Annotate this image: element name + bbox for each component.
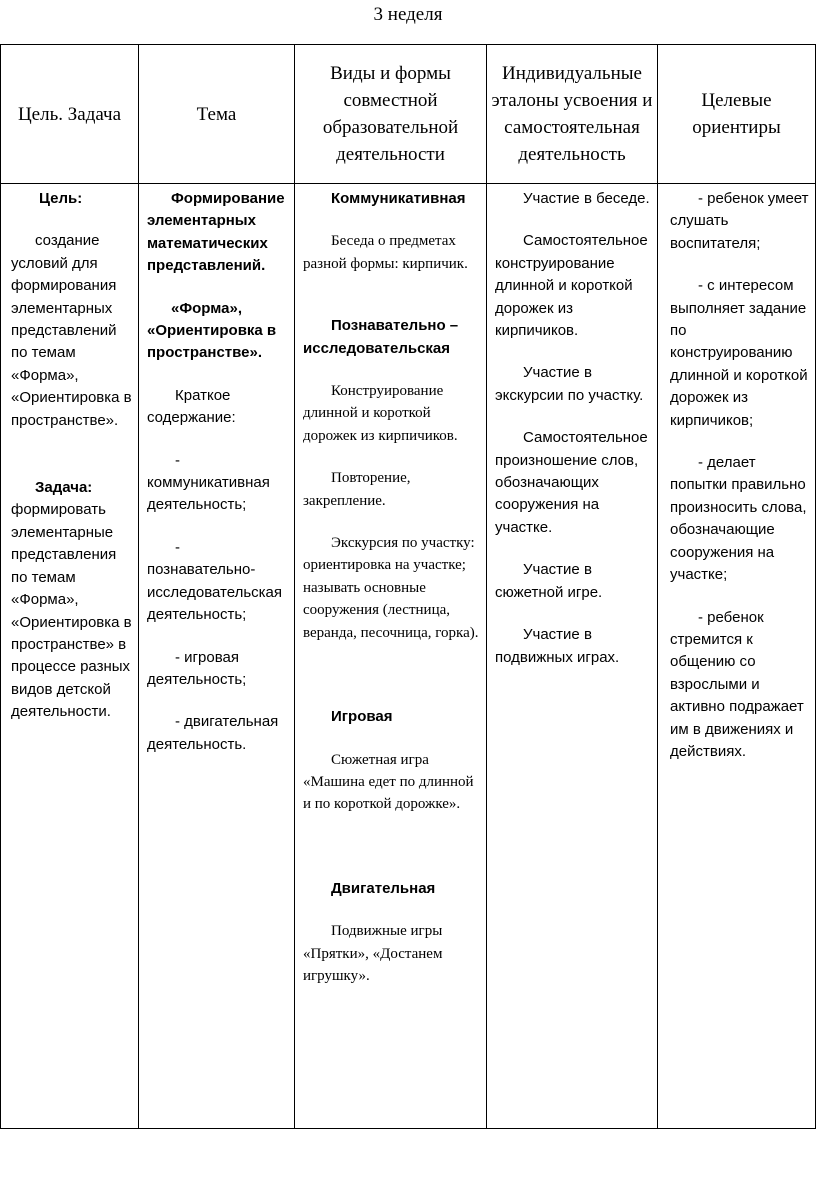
- goal-label: Цель:: [39, 190, 83, 207]
- game-heading: Игровая: [331, 708, 393, 726]
- target-item: - делает попытки правильно произносить слова, обозначающие сооружения на участке;: [670, 454, 807, 584]
- individual-item: Самостоятельное конструирование длинной и короткой дорожек из кирпичиков.: [495, 232, 648, 340]
- header-row: [1, 45, 816, 184]
- individual-item: Участие в экскурсии по участку.: [495, 364, 644, 404]
- task-text: формировать элементарные представления по темам «Форма», «Ориентировка в пространстве» в процессе разных видов детской деятельности.: [11, 501, 132, 721]
- task-label: Задача:: [35, 479, 93, 497]
- motor-text: Подвижные игры «Прятки», «Достанем игрушку».: [303, 923, 443, 984]
- page-title: 3 неделя: [373, 4, 443, 25]
- header-individual: Индивидуальные эталоны усвоения и самостоятельная деятельность: [487, 45, 658, 184]
- individual-item: Участие в подвижных играх.: [495, 626, 620, 666]
- header-goal: Цель. Задача: [1, 45, 139, 184]
- target-item: - ребенок умеет слушать воспитателя;: [670, 190, 809, 252]
- theme-item: - двигательная деятельность.: [147, 713, 279, 753]
- activities-cell: [295, 184, 487, 1129]
- theme-item: - коммуникативная деятельность;: [147, 451, 270, 514]
- game-text: Сюжетная игра «Машина едет по длинной и по короткой дорожке».: [303, 751, 474, 813]
- header-theme: Тема: [139, 45, 295, 184]
- goal-text: создание условий для формирования элементарных представлений по темам «Форма», «Ориентировка в пространстве».: [11, 232, 132, 429]
- motor-heading: Двигательная: [331, 879, 436, 897]
- communicative-heading: Коммуникативная: [331, 190, 466, 207]
- individual-cell: [487, 184, 658, 1129]
- theme-item: - игровая деятельность;: [147, 648, 247, 688]
- theme-item: - познавательно-исследовательская деятельность;: [147, 538, 283, 624]
- individual-item: Участие в сюжетной игре.: [495, 561, 603, 601]
- communicative-text: Беседа о предметах разной формы: кирпичик.: [303, 233, 468, 272]
- cognitive-heading: Познавательно – исследовательская: [303, 317, 459, 357]
- goal-cell: [1, 184, 139, 1129]
- cognitive-item: Конструирование длинной и короткой дорожек из кирпичиков.: [303, 383, 458, 444]
- summary-label: Краткое содержание:: [147, 386, 236, 427]
- lesson-plan-table: [0, 44, 816, 1129]
- target-item: - ребенок стремится к общению со взрослыми и активно подражает им в движениях и действиях.: [670, 608, 804, 760]
- header-activity-types: Виды и формы совместной образовательной деятельности: [295, 45, 487, 184]
- cognitive-item: Повторение, закрепление.: [303, 470, 411, 509]
- individual-item: Самостоятельное произношение слов, обозначающих сооружения на участке.: [495, 429, 648, 536]
- individual-item: Участие в беседе.: [523, 190, 650, 207]
- cognitive-item: Экскурсия по участку: ориентировка на участке; называть основные сооружения (лестница, веранда, песочница, горка).: [303, 535, 479, 641]
- header-targets: Целевые ориентиры: [658, 45, 816, 184]
- theme-topics: «Форма», «Ориентировка в пространстве».: [147, 299, 277, 362]
- theme-section-title: Формирование элементарных математических представлений.: [147, 190, 285, 275]
- content-row: [1, 184, 816, 1129]
- target-item: - с интересом выполняет задание по конструированию длинной и короткой дорожек из кирпичиков;: [670, 277, 808, 429]
- theme-cell: [139, 184, 295, 1129]
- targets-cell: [658, 184, 816, 1129]
